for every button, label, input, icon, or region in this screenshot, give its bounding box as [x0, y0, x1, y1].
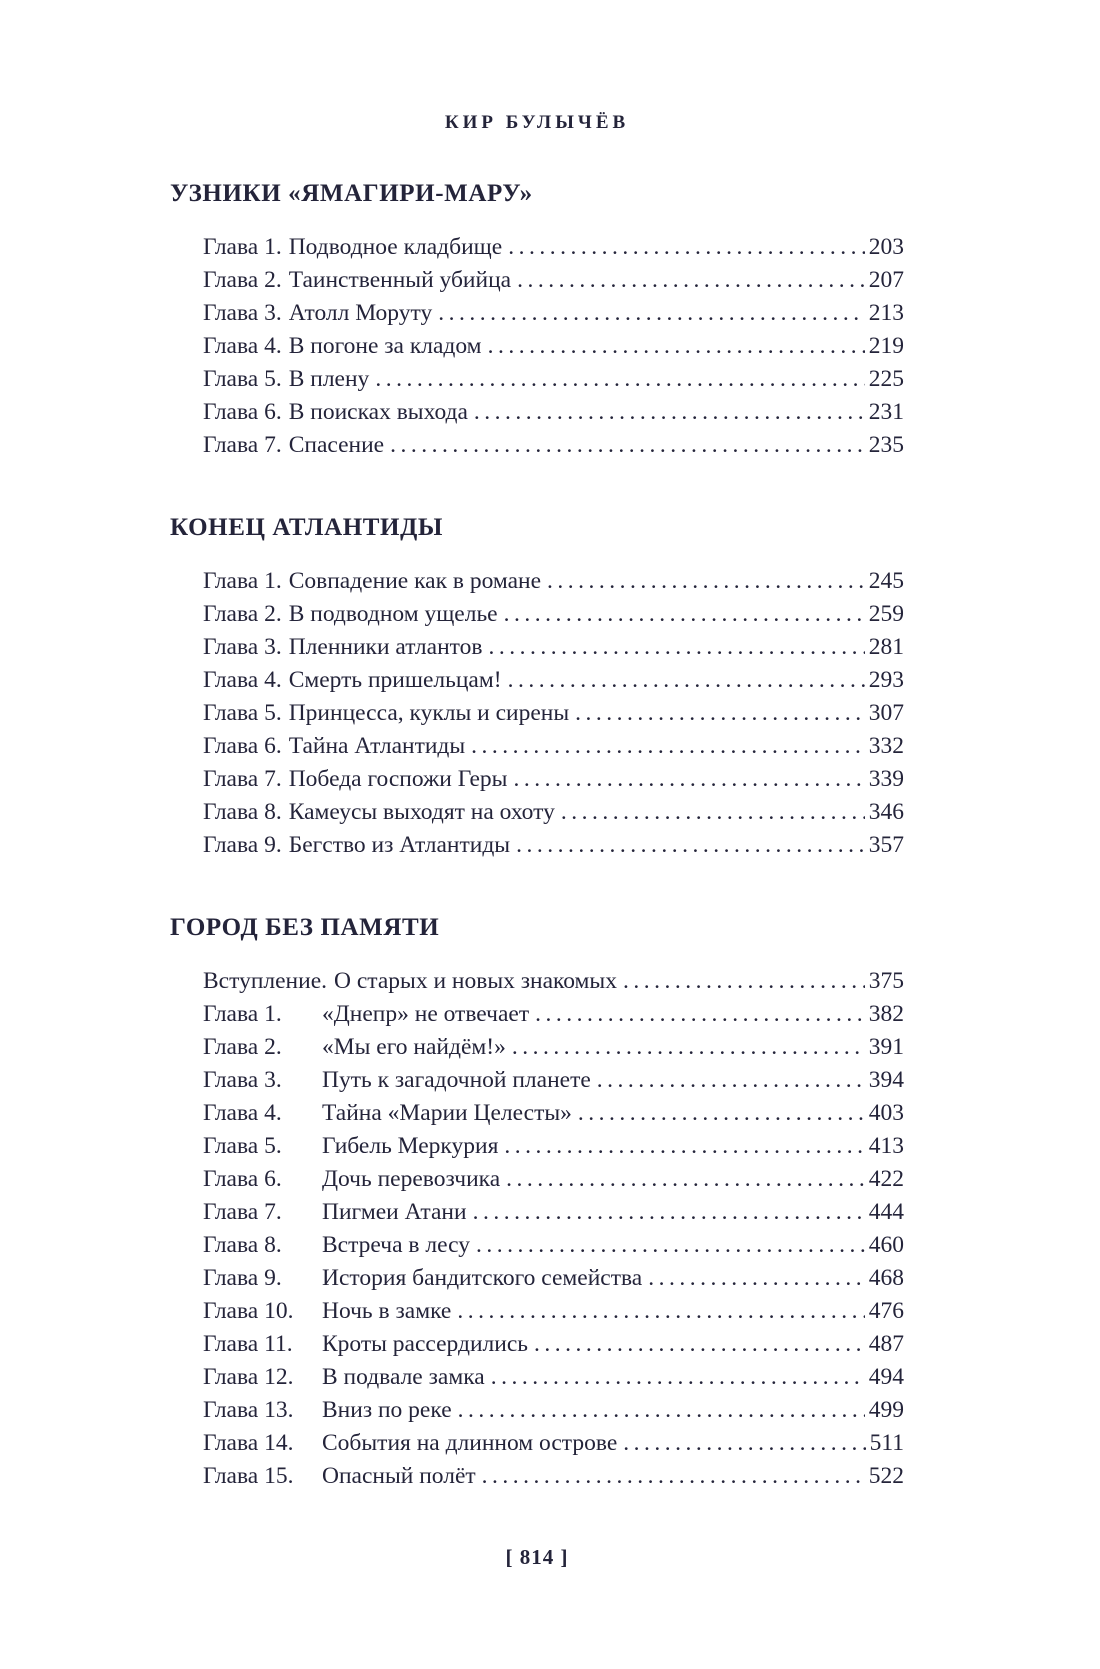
entry-chapter-title: Дочь перевозчика	[322, 1166, 501, 1192]
dot-leader	[474, 396, 865, 429]
entry-page-number: 293	[868, 667, 904, 693]
section-title: КОНЕЦ АТЛАНТИДЫ	[170, 514, 444, 541]
entry-chapter-label: Глава 13.	[203, 1397, 294, 1423]
toc-entry	[170, 1031, 904, 1064]
dot-leader	[390, 429, 865, 462]
entry-chapter-title: В плену	[288, 366, 370, 392]
entry-chapter-title: Спасение	[288, 432, 385, 458]
entry-chapter-title: О старых и новых знакомых	[334, 968, 617, 994]
toc-entry	[170, 396, 904, 429]
dot-leader	[457, 1295, 864, 1328]
entry-chapter-label: Глава 5.	[203, 366, 282, 392]
entry-chapter-label: Глава 6.	[203, 399, 282, 425]
entry-chapter-title: Встреча в лесу	[322, 1232, 470, 1258]
entry-chapter-title: Тайна Атлантиды	[288, 733, 466, 759]
entry-chapter-title: Принцесса, куклы и сирены	[288, 700, 570, 726]
entry-page-number: 245	[868, 568, 904, 594]
entry-page-number: 213	[868, 300, 904, 326]
entry-page-number: 511	[869, 1430, 904, 1456]
toc-entry	[170, 1196, 904, 1229]
entry-chapter-title: В подвале замка	[322, 1364, 485, 1390]
toc-sections	[170, 180, 904, 1493]
entry-chapter-title: В подводном ущелье	[288, 601, 498, 627]
entry-chapter-label: Глава 9.	[203, 1265, 282, 1291]
dot-leader	[648, 1262, 865, 1295]
entry-chapter-title: «Днепр» не отвечает	[322, 1001, 530, 1027]
dot-leader	[513, 763, 864, 796]
toc-entry	[170, 1064, 904, 1097]
toc-entry	[170, 763, 904, 796]
toc-entry	[170, 796, 904, 829]
toc-entry	[170, 1262, 904, 1295]
entry-chapter-label: Глава 5.	[203, 1133, 282, 1159]
entry-page-number: 522	[868, 1463, 904, 1489]
dot-leader	[535, 998, 865, 1031]
entry-chapter-title: Победа госпожи Геры	[288, 766, 508, 792]
entry-chapter-label: Глава 12.	[203, 1364, 294, 1390]
entry-page-number: 231	[868, 399, 904, 425]
toc-entry	[170, 965, 904, 998]
entry-page-number: 339	[868, 766, 904, 792]
dot-leader	[561, 796, 865, 829]
dot-leader	[597, 1064, 865, 1097]
toc-entry	[170, 330, 904, 363]
toc-entry	[170, 1328, 904, 1361]
entry-chapter-label: Глава 15.	[203, 1463, 294, 1489]
dot-leader	[504, 1130, 864, 1163]
toc-entry	[170, 429, 904, 462]
entry-chapter-label: Глава 2.	[203, 1034, 282, 1060]
dot-leader	[375, 363, 864, 396]
entry-page-number: 403	[868, 1100, 904, 1126]
entry-chapter-label: Глава 6.	[203, 733, 282, 759]
dot-leader	[491, 1361, 865, 1394]
entry-page-number: 499	[868, 1397, 904, 1423]
entry-page-number: 207	[868, 267, 904, 293]
dot-leader	[575, 697, 865, 730]
dot-leader	[516, 829, 865, 862]
toc-entry	[170, 1394, 904, 1427]
entry-page-number: 444	[868, 1199, 904, 1225]
entry-page-number: 219	[868, 333, 904, 359]
toc-entry	[170, 631, 904, 664]
entry-chapter-label: Глава 3.	[203, 634, 282, 660]
entry-page-number: 476	[868, 1298, 904, 1324]
dot-leader	[517, 264, 865, 297]
toc-entry	[170, 1130, 904, 1163]
dot-leader	[482, 1460, 865, 1493]
toc-section	[170, 180, 904, 462]
toc-entry	[170, 363, 904, 396]
entry-chapter-title: Пигмеи Атани	[322, 1199, 467, 1225]
entry-page-number: 413	[868, 1133, 904, 1159]
entry-chapter-label: Глава 1.	[203, 234, 282, 260]
entry-page-number: 332	[868, 733, 904, 759]
entry-chapter-label: Глава 7.	[203, 766, 282, 792]
toc-section	[170, 914, 904, 1493]
toc-entry	[170, 1295, 904, 1328]
entry-chapter-title: История бандитского семейства	[322, 1265, 643, 1291]
entry-chapter-title: Пленники атлантов	[288, 634, 483, 660]
dot-leader	[512, 1031, 865, 1064]
entry-chapter-title: «Мы его найдём!»	[322, 1034, 506, 1060]
entry-page-number: 259	[868, 601, 904, 627]
toc-entry	[170, 998, 904, 1031]
dot-leader	[508, 664, 865, 697]
entry-page-number: 235	[868, 432, 904, 458]
dot-leader	[476, 1229, 865, 1262]
toc-entry	[170, 1229, 904, 1262]
toc-entry	[170, 1163, 904, 1196]
entry-page-number: 422	[868, 1166, 904, 1192]
entry-page-number: 281	[868, 634, 904, 660]
entry-page-number: 394	[868, 1067, 904, 1093]
dot-leader	[508, 231, 865, 264]
entry-chapter-title: Тайна «Марии Целесты»	[322, 1100, 572, 1126]
entry-chapter-label: Глава 10.	[203, 1298, 294, 1324]
entry-chapter-label: Глава 4.	[203, 333, 282, 359]
entry-chapter-label: Глава 7.	[203, 432, 282, 458]
entry-chapter-title: Ночь в замке	[322, 1298, 452, 1324]
entry-chapter-title: Таинственный убийца	[288, 267, 512, 293]
entry-chapter-label: Глава 4.	[203, 667, 282, 693]
toc-section	[170, 514, 904, 862]
toc-entry	[170, 1097, 904, 1130]
toc-entry	[170, 1460, 904, 1493]
entry-page-number: 307	[868, 700, 904, 726]
toc-entry	[170, 664, 904, 697]
entry-page-number: 494	[868, 1364, 904, 1390]
dot-leader	[488, 330, 865, 363]
entry-chapter-label: Глава 8.	[203, 799, 282, 825]
entry-chapter-label: Глава 3.	[203, 1067, 282, 1093]
entry-chapter-label: Глава 14.	[203, 1430, 294, 1456]
entry-page-number: 357	[868, 832, 904, 858]
toc-entry	[170, 264, 904, 297]
toc-entry	[170, 565, 904, 598]
dot-leader	[473, 1196, 865, 1229]
toc-entry	[170, 829, 904, 862]
section-title: УЗНИКИ «ЯМАГИРИ-МАРУ»	[170, 180, 533, 207]
entry-chapter-label: Глава 7.	[203, 1199, 282, 1225]
entry-chapter-label: Глава 3.	[203, 300, 282, 326]
dot-leader	[534, 1328, 865, 1361]
toc-entry	[170, 697, 904, 730]
entry-chapter-title: Вниз по реке	[322, 1397, 452, 1423]
entry-chapter-label: Вступление.	[203, 968, 328, 994]
entry-page-number: 382	[868, 1001, 904, 1027]
book-author-header: КИР БУЛЫЧЁВ	[444, 112, 630, 133]
toc-entry	[170, 730, 904, 763]
entry-chapter-title: Гибель Меркурия	[322, 1133, 499, 1159]
entry-chapter-title: Опасный полёт	[322, 1463, 476, 1489]
entry-chapter-label: Глава 4.	[203, 1100, 282, 1126]
dot-leader	[506, 1163, 865, 1196]
toc-entry	[170, 1427, 904, 1460]
entry-chapter-label: Глава 1.	[203, 568, 282, 594]
entry-page-number: 346	[868, 799, 904, 825]
entry-chapter-label: Глава 1.	[203, 1001, 282, 1027]
entry-page-number: 468	[868, 1265, 904, 1291]
toc-entry	[170, 1361, 904, 1394]
entry-chapter-title: Подводное кладбище	[288, 234, 503, 260]
toc-entry	[170, 231, 904, 264]
toc-entry	[170, 598, 904, 631]
entry-chapter-title: Смерть пришельцам!	[288, 667, 502, 693]
dot-leader	[488, 631, 864, 664]
entry-chapter-label: Глава 5.	[203, 700, 282, 726]
entry-chapter-title: Кроты рассердились	[322, 1331, 528, 1357]
dot-leader	[504, 598, 865, 631]
entry-chapter-title: Бегство из Атлантиды	[288, 832, 511, 858]
entry-chapter-title: В поисках выхода	[288, 399, 468, 425]
page-number: [ 814 ]	[505, 1545, 569, 1569]
entry-chapter-title: Путь к загадочной планете	[322, 1067, 591, 1093]
entry-page-number: 487	[868, 1331, 904, 1357]
entry-page-number: 460	[868, 1232, 904, 1258]
entry-chapter-label: Глава 6.	[203, 1166, 282, 1192]
entry-page-number: 225	[868, 366, 904, 392]
entry-chapter-label: Глава 2.	[203, 601, 282, 627]
dot-leader	[547, 565, 865, 598]
dot-leader	[471, 730, 865, 763]
entry-page-number: 203	[868, 234, 904, 260]
dot-leader	[458, 1394, 865, 1427]
entry-chapter-title: События на длинном острове	[322, 1430, 618, 1456]
entry-chapter-label: Глава 9.	[203, 832, 282, 858]
entry-page-number: 375	[868, 968, 904, 994]
entry-chapter-title: Камеусы выходят на охоту	[288, 799, 555, 825]
entry-page-number: 391	[868, 1034, 904, 1060]
dot-leader	[623, 965, 865, 998]
entry-chapter-title: Атолл Моруту	[288, 300, 433, 326]
entry-chapter-label: Глава 11.	[203, 1331, 293, 1357]
entry-chapter-label: Глава 8.	[203, 1232, 282, 1258]
entry-chapter-title: В погоне за кладом	[288, 333, 482, 359]
section-title: ГОРОД БЕЗ ПАМЯТИ	[170, 914, 440, 941]
dot-leader	[438, 297, 865, 330]
toc-entry	[170, 297, 904, 330]
dot-leader	[578, 1097, 865, 1130]
dot-leader	[623, 1427, 865, 1460]
entry-chapter-title: Совпадение как в романе	[288, 568, 542, 594]
entry-chapter-label: Глава 2.	[203, 267, 282, 293]
